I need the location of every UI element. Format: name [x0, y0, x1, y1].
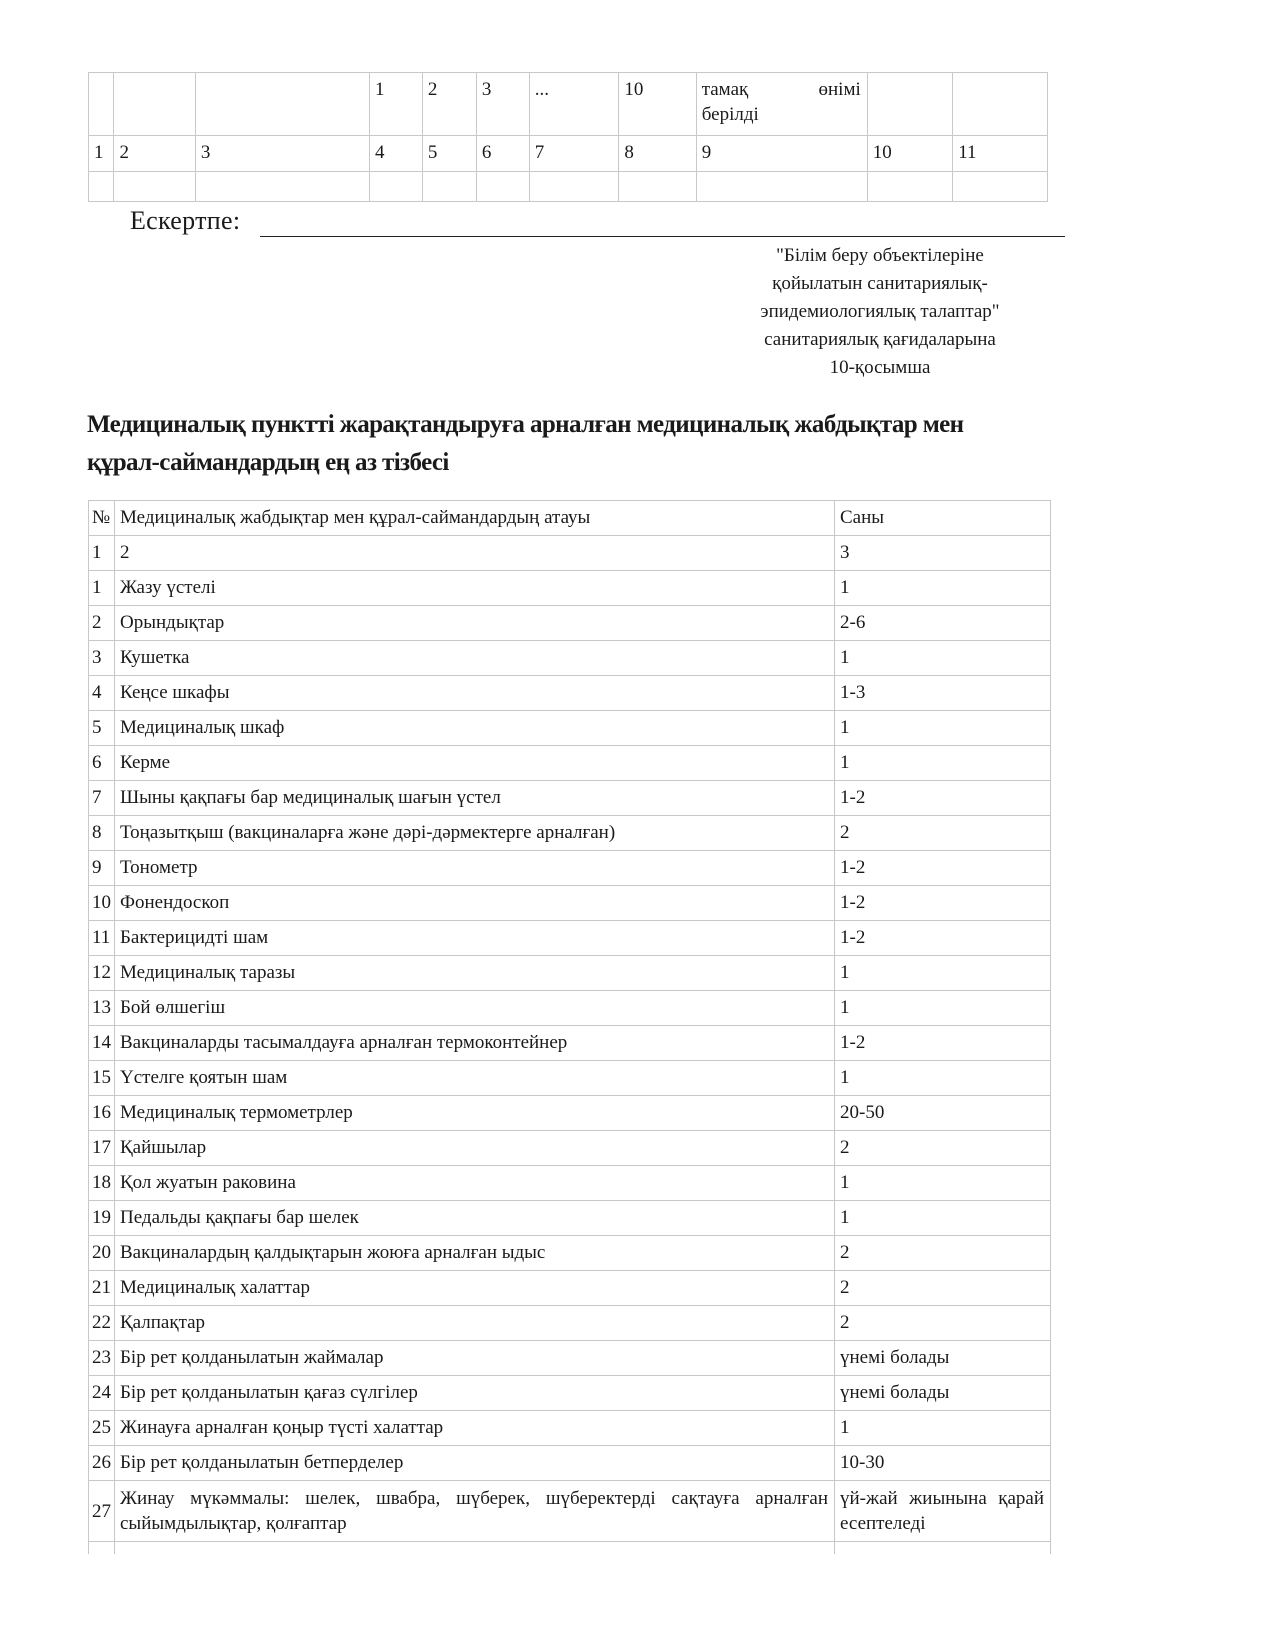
table-row: [89, 746, 1051, 781]
item-name-cell: Шыны қақпағы бар медициналық шағын үстел: [115, 781, 835, 816]
title-line: Медициналық пунктті жарақтандыруға арналған медициналық жабдықтар мен: [87, 411, 964, 438]
quantity-cell: 1-2: [835, 921, 1051, 956]
quantity-cell: үнемі болады: [835, 1376, 1051, 1411]
row-number-cell: 12: [89, 956, 115, 991]
annex-line: қойылатын санитариялық-: [772, 273, 988, 294]
table-cell: [422, 172, 476, 202]
annex-line: "Білім беру объектілеріне: [776, 245, 984, 266]
table-cell: [529, 172, 619, 202]
item-name-cell: Фонендоскоп: [115, 886, 835, 921]
quantity-cell: 1: [835, 1166, 1051, 1201]
row-number-cell: 17: [89, 1131, 115, 1166]
item-name-cell: Тоңазытқыш (вакциналарға және дәрі-дәрмектерге арналған): [115, 816, 835, 851]
row-number-cell: 7: [89, 781, 115, 816]
table-row: [89, 1131, 1051, 1166]
quantity-cell: 1-2: [835, 886, 1051, 921]
quantity-cell: 1-2: [835, 781, 1051, 816]
row-number-cell: 4: [89, 676, 115, 711]
table-continuation-row: [89, 1542, 1051, 1555]
table-row: [89, 606, 1051, 641]
table-row: [89, 1376, 1051, 1411]
table-row: [89, 641, 1051, 676]
row-number-cell: 3: [89, 641, 115, 676]
table-cell: тамақ өнімі берілді: [696, 73, 867, 136]
table-row: [89, 536, 1051, 571]
table-row: [89, 1201, 1051, 1236]
item-name-cell: Қалпақтар: [115, 1306, 835, 1341]
table-row: [89, 1271, 1051, 1306]
table-cell: [696, 172, 867, 202]
item-name-cell: Керме: [115, 746, 835, 781]
row-number-cell: 27: [89, 1481, 115, 1542]
table-row: [89, 1026, 1051, 1061]
table-cell: 10: [619, 73, 696, 136]
quantity-cell: 1: [835, 956, 1051, 991]
table-row: [89, 73, 1048, 136]
row-number-cell: 13: [89, 991, 115, 1026]
row-number-cell: 11: [89, 921, 115, 956]
item-name-cell: Үстелге қоятын шам: [115, 1061, 835, 1096]
quantity-cell: 2: [835, 1271, 1051, 1306]
quantity-cell: 20-50: [835, 1096, 1051, 1131]
table-cell: [89, 1542, 115, 1555]
table-cell: 7: [529, 136, 619, 172]
item-name-cell: Бір рет қолданылатын қағаз сүлгілер: [115, 1376, 835, 1411]
table-cell: [953, 73, 1048, 136]
table-cell: 2: [114, 136, 195, 172]
table-row: [89, 136, 1048, 172]
row-number-cell: 8: [89, 816, 115, 851]
table-cell: 1: [89, 136, 114, 172]
continued-table: [88, 72, 1048, 202]
row-number-cell: 21: [89, 1271, 115, 1306]
table-cell: 3: [476, 73, 529, 136]
quantity-cell: 1-3: [835, 676, 1051, 711]
item-name-cell: Жазу үстелі: [115, 571, 835, 606]
item-name-cell: Медициналық термометрлер: [115, 1096, 835, 1131]
table-row: [89, 851, 1051, 886]
quantity-cell: 1: [835, 571, 1051, 606]
row-number-cell: 15: [89, 1061, 115, 1096]
table-cell: [867, 172, 953, 202]
table-row: [89, 1306, 1051, 1341]
table-cell: 9: [696, 136, 867, 172]
quantity-cell: 1-2: [835, 1026, 1051, 1061]
row-number-cell: 26: [89, 1446, 115, 1481]
table-cell: 10: [867, 136, 953, 172]
table-cell: 1: [369, 73, 422, 136]
table-header-row: [89, 501, 1051, 536]
table-cell: [115, 1542, 835, 1555]
row-number-cell: 19: [89, 1201, 115, 1236]
item-name-cell: 2: [115, 536, 835, 571]
table-row: [89, 1166, 1051, 1201]
table-cell: [835, 1542, 1051, 1555]
table-row: [89, 711, 1051, 746]
table-row: [89, 571, 1051, 606]
table-row: [89, 956, 1051, 991]
table-row: [89, 676, 1051, 711]
quantity-cell: үй-жай жиынына қарай есептеледі: [835, 1481, 1051, 1542]
table-cell: 6: [476, 136, 529, 172]
table-row: [89, 172, 1048, 202]
quantity-cell: үнемі болады: [835, 1341, 1051, 1376]
title-line: құрал-саймандардың ең аз тізбесі: [87, 449, 449, 476]
item-name-cell: Педальды қақпағы бар шелек: [115, 1201, 835, 1236]
row-number-cell: 20: [89, 1236, 115, 1271]
table-cell: [114, 172, 195, 202]
item-name-cell: Бой өлшегіш: [115, 991, 835, 1026]
table-cell: [867, 73, 953, 136]
quantity-cell: 2: [835, 1131, 1051, 1166]
row-number-cell: 22: [89, 1306, 115, 1341]
row-number-cell: 14: [89, 1026, 115, 1061]
item-name-cell: Вакциналардың қалдықтарын жоюға арналған ыдыс: [115, 1236, 835, 1271]
item-name-cell: Орындықтар: [115, 606, 835, 641]
table-cell: 8: [619, 136, 696, 172]
note-underline: [260, 236, 1065, 237]
table-cell: 11: [953, 136, 1048, 172]
table-cell: [476, 172, 529, 202]
header-cell-name: Медициналық жабдықтар мен құрал-саймандардың атауы: [115, 501, 835, 536]
table-cell: [369, 172, 422, 202]
row-number-cell: 16: [89, 1096, 115, 1131]
table-row: [89, 921, 1051, 956]
row-number-cell: 10: [89, 886, 115, 921]
quantity-cell: 2: [835, 1306, 1051, 1341]
quantity-cell: 1: [835, 1061, 1051, 1096]
table-cell: 4: [369, 136, 422, 172]
item-name-cell: Жинауға арналған қоңыр түсті халаттар: [115, 1411, 835, 1446]
row-number-cell: 24: [89, 1376, 115, 1411]
table-row: [89, 1236, 1051, 1271]
table-row: [89, 1341, 1051, 1376]
annex-line: эпидемиологиялық талаптар": [760, 301, 1000, 322]
row-number-cell: 25: [89, 1411, 115, 1446]
row-number-cell: 18: [89, 1166, 115, 1201]
row-number-cell: 5: [89, 711, 115, 746]
item-name-cell: Бір рет қолданылатын бетперделер: [115, 1446, 835, 1481]
item-name-cell: Медициналық халаттар: [115, 1271, 835, 1306]
table-row: [89, 1411, 1051, 1446]
table-cell: [619, 172, 696, 202]
item-name-cell: Қайшылар: [115, 1131, 835, 1166]
row-number-cell: 1: [89, 571, 115, 606]
annex-line: санитариялық қағидаларына: [764, 329, 996, 350]
row-number-cell: 23: [89, 1341, 115, 1376]
quantity-cell: 3: [835, 536, 1051, 571]
quantity-cell: 2: [835, 816, 1051, 851]
item-name-cell: Вакциналарды тасымалдауға арналған термоконтейнер: [115, 1026, 835, 1061]
quantity-cell: 1-2: [835, 851, 1051, 886]
equipment-table: [88, 500, 1051, 1554]
table-row: [89, 991, 1051, 1026]
item-name-cell: Бір рет қолданылатын жаймалар: [115, 1341, 835, 1376]
item-name-cell: Қол жуатын раковина: [115, 1166, 835, 1201]
header-cell-quantity: Саны: [835, 501, 1051, 536]
quantity-cell: 1: [835, 641, 1051, 676]
item-name-cell: Бактерицидті шам: [115, 921, 835, 956]
quantity-cell: 1: [835, 746, 1051, 781]
note-label: Ескертпе:: [130, 206, 241, 235]
table-cell: 5: [422, 136, 476, 172]
annex-line: 10-қосымша: [829, 357, 931, 378]
quantity-cell: 2: [835, 1236, 1051, 1271]
table-cell: ...: [529, 73, 619, 136]
item-name-cell: Жинау мүкәммалы: шелек, швабра, шүберек, шүберектерді сақтауға арналған сыйымдылықтар, қолғаптар: [115, 1481, 835, 1542]
document-title: [87, 406, 1087, 482]
annex-reference: [730, 242, 1030, 382]
row-number-cell: 9: [89, 851, 115, 886]
item-name-cell: Тонометр: [115, 851, 835, 886]
table-row: [89, 1446, 1051, 1481]
item-name-cell: Медициналық шкаф: [115, 711, 835, 746]
table-cell: [195, 172, 369, 202]
item-name-cell: Медициналық таразы: [115, 956, 835, 991]
quantity-cell: 1: [835, 991, 1051, 1026]
table-cell: [114, 73, 195, 136]
quantity-cell: 1: [835, 1201, 1051, 1236]
table-cell: [195, 73, 369, 136]
table-row: [89, 1481, 1051, 1542]
item-name-cell: Кеңсе шкафы: [115, 676, 835, 711]
table-cell: [89, 73, 114, 136]
table-cell: [953, 172, 1048, 202]
table-row: [89, 1096, 1051, 1131]
row-number-cell: 1: [89, 536, 115, 571]
table-cell: 3: [195, 136, 369, 172]
table-row: [89, 816, 1051, 851]
quantity-cell: 1: [835, 1411, 1051, 1446]
table-cell: 2: [422, 73, 476, 136]
quantity-cell: 2-6: [835, 606, 1051, 641]
row-number-cell: 6: [89, 746, 115, 781]
table-row: [89, 781, 1051, 816]
table-row: [89, 1061, 1051, 1096]
row-number-cell: 2: [89, 606, 115, 641]
table-cell: [89, 172, 114, 202]
quantity-cell: 10-30: [835, 1446, 1051, 1481]
header-cell-number: №: [89, 501, 115, 536]
quantity-cell: 1: [835, 711, 1051, 746]
table-row: [89, 886, 1051, 921]
item-name-cell: Кушетка: [115, 641, 835, 676]
